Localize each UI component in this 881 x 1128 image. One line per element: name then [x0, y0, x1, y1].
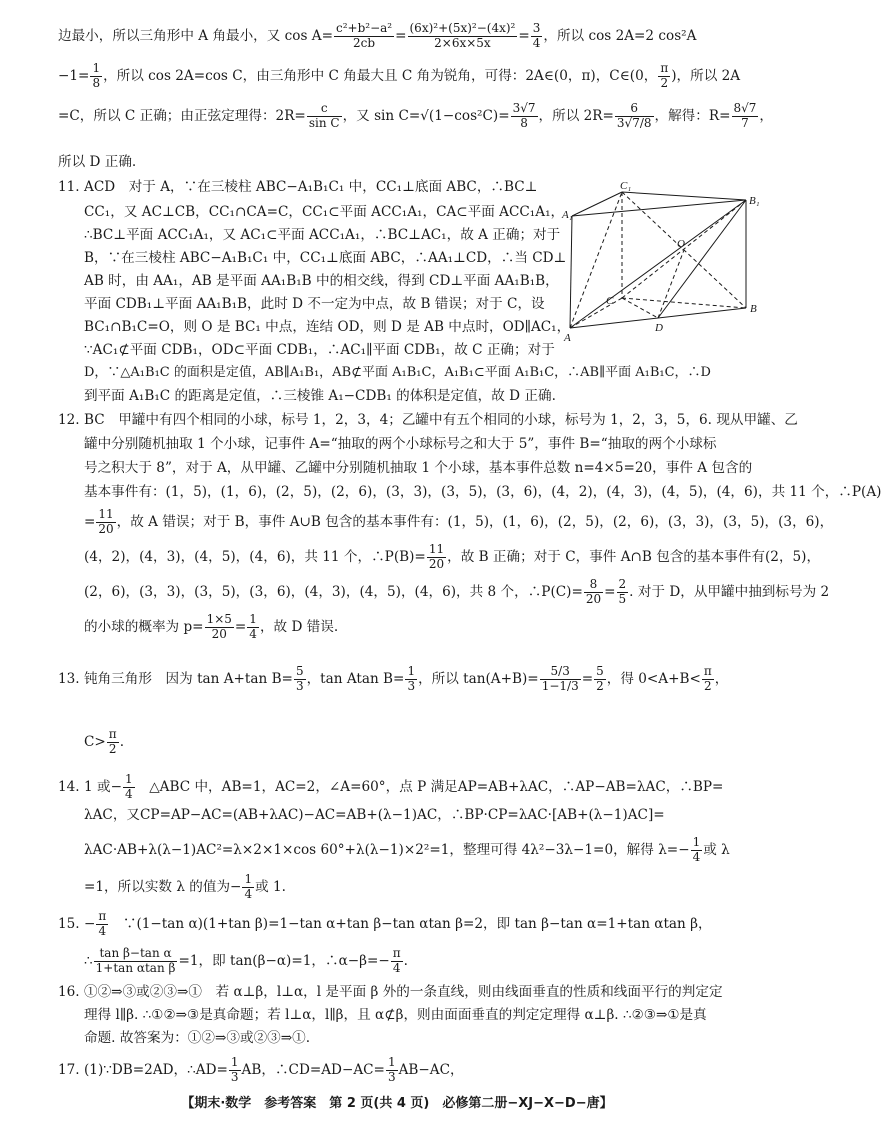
- q12-line-6: (4，2)，(4，3)，(4，5)，(4，6)，共 11 个，∴P(B)= $\frac{11}{20}$ ，故 B 正确；对于 C，事件 A∩B 包含的基本事件有(2，5)，: [84, 542, 821, 571]
- q14-line-1: 14. 1 或− $\frac{1}{4}$ △ABC 中，AB=1，AC=2，∠A=60°，点 P 满足AP=AB+λAC，∴AP−AB=λAC，∴BP=: [58, 772, 724, 801]
- q11-line-7: BC₁∩B₁C=O，则 O 是 BC₁ 中点，连结 OD，则 D 是 AB 中点时，OD∥AC₁，: [84, 319, 571, 335]
- q11-line-8: ∵AC₁⊄平面 CDB₁，OD⊂平面 CDB₁，∴AC₁∥平面 CDB₁，故 C 正确；对于: [84, 342, 555, 358]
- fraction: $\frac{6}{3√7/8}$: [616, 101, 652, 130]
- q16-line-2: 理得 l∥β. ∴①②⇒③是真命题；若 l⊥α，l∥β，且 α⊄β，则由面面垂直的判定定理得 α⊥β. ∴②③⇒①是真: [84, 1007, 707, 1023]
- q12-line-4: 基本事件有：(1，5)，(1，6)，(2，5)，(2，6)，(3，3)，(3，5)，(3，6)，(4，2)，(4，3)，(4，5)，(4，6)，共 11 个，∴P(A): [84, 484, 881, 500]
- line-1: 边最小，所以三角形中 A 角最小，又 cos A= $\frac{\text{c²+b²−a²}}{2cb}$ = $\frac{\text{(6x)²+(5x)²−(4x)²}}{2\times 6x\times 5x}$ = $\frac{3}{4}$ ，所以 cos 2A=2 cos²A: [58, 21, 697, 50]
- label-a1: A₁: [562, 209, 573, 221]
- fraction: $\frac{1}{4}$: [692, 835, 701, 864]
- line-3: =C，所以 C 正确；由正弦定理得：2R= $\frac{c}{\text{sin C}}$ ，又 sin C=√(1−cos²C)= $\frac{3√7}{8}$ ，所以 2R= $\frac{6}{3√7/8}$ ，解得：R= $\frac{8√7}{7}$ ，: [58, 101, 774, 130]
- q11-line-6: 平面 CDB₁⊥平面 AA₁B₁B，此时 D 不一定为中点，故 B 错误；对于 C，设: [84, 296, 545, 312]
- q11-line-2: CC₁，又 AC⊥CB，CC₁∩CA=C，CC₁⊂平面 ACC₁A₁，CA⊂平面 ACC₁A₁，: [84, 204, 565, 220]
- q11-line-10: 到平面 A₁B₁C 的距离是定值，∴三棱锥 A₁−CDB₁ 的体积是定值，故 D 正确.: [84, 388, 556, 404]
- q16-line-3: 命题. 故答案为：①②⇒③或②③⇒①.: [84, 1030, 311, 1046]
- q15-line-1: 15. − $\frac{\pi}{4}$ ∵(1−tan α)(1+tan β)=1−tan α+tan β−tan αtan β=2，即 tan β−tan α=1+tan αtan β，: [58, 909, 712, 938]
- fraction: $\frac{\pi}{4}$: [98, 909, 107, 938]
- fraction: $\frac{1}{3}$: [230, 1055, 239, 1084]
- q12-line-5: = $\frac{11}{20}$ ，故 A 错误；对于 B，事件 A∪B 包含的基本事件有：(1，5)，(1，6)，(2，5)，(2，6)，(3，3)，(3，5)，(3，6)，: [84, 507, 834, 536]
- edge-a1b1: [572, 200, 746, 216]
- prism-figure: [562, 178, 764, 346]
- label-b: B: [750, 303, 757, 315]
- label-a: A: [564, 332, 571, 344]
- fraction: $\frac{1}{8}$: [92, 61, 101, 90]
- edge-aa1: [570, 216, 572, 328]
- edge-do: [658, 250, 684, 318]
- q11-line-1: 11. ACD 对于 A，∵在三棱柱 ABC−A₁B₁C₁ 中，CC₁⊥底面 ABC，∴BC⊥: [58, 179, 538, 195]
- fraction: $\frac{1}{3}$: [407, 664, 416, 693]
- q14-line-2: λAC，又CP=AP−AC=(AB+λAC)−AC=AB+(λ−1)AC，∴BP·CP=λAC·[AB+(λ−1)AC]=: [84, 807, 665, 823]
- fraction: $\frac{1\times 5}{20}$: [206, 612, 232, 641]
- fraction: $\frac{\text{tan β−tan α}}{\text{1+tan αtan β}}$: [95, 946, 176, 975]
- q11-line-4: B，∵在三棱柱 ABC−A₁B₁C₁ 中，CC₁⊥底面 ABC，∴AA₁⊥CD，∴当 CD⊥: [84, 250, 567, 266]
- fraction: $\frac{5/3}{1-1/3}$: [541, 664, 579, 693]
- fraction: $\frac{3}{4}$: [532, 21, 541, 50]
- fraction: $\frac{\pi}{4}$: [392, 946, 401, 975]
- q12-line-3: 号之积大于 8”，对于 A，从甲罐、乙罐中分别随机抽取 1 个小球，基本事件总数 n=4×5=20，事件 A 包含的: [84, 460, 753, 476]
- q12-line-2: 罐中分别随机抽取 1 个小球，记事件 A=“抽取的两个小球标号之和大于 5”，事件 B=“抽取的两个小球标: [84, 436, 717, 452]
- q14-line-3: λAC·AB+λ(λ−1)AC²=λ×2×1×cos 60°+λ(λ−1)×2²=1，整理可得 4λ²−3λ−1=0，解得 λ=− $\frac{1}{4}$ 或 λ: [84, 835, 730, 864]
- q13-line-2: C> $\frac{\pi}{2}$ .: [84, 727, 125, 756]
- edge-cb: [622, 298, 746, 308]
- fraction: $\frac{c}{\text{sin C}}$: [308, 101, 340, 130]
- label-c: C: [606, 295, 614, 307]
- label-o: O: [677, 238, 685, 250]
- fraction: $\frac{1}{3}$: [387, 1055, 396, 1084]
- fraction: $\frac{\text{(6x)²+(5x)²−(4x)²}}{2\times 6x\times 5x}$: [409, 21, 516, 50]
- q11-line-3: ∴BC⊥平面 ACC₁A₁，又 AC₁⊂平面 ACC₁A₁，∴BC⊥AC₁，故 A 正确；对于: [84, 227, 561, 243]
- q13-line-1: 13. 钝角三角形 因为 tan A+tan B= $\frac{5}{3}$ ，tan Atan B= $\frac{1}{3}$ ，所以 tan(A+B)= $\frac{5/3}{1-1/3}$ = $\frac{5}{2}$ ，得 0<A+B< $\frac{\pi}{2}$ ，: [58, 664, 729, 693]
- page-footer: 【期末·数学 参考答案 第 2 页(共 4 页) 必修第二册−XJ−X−D−唐】: [181, 1096, 613, 1111]
- fraction: $\frac{3√7}{8}$: [512, 101, 536, 130]
- fraction: $\frac{1}{4}$: [244, 872, 253, 901]
- edge-ac: [570, 298, 622, 328]
- q17-line-1: 17. (1)∵DB=2AD，∴AD= $\frac{1}{3}$ AB，∴CD=AD−AC= $\frac{1}{3}$ AB−AC，: [58, 1055, 464, 1084]
- fraction: $\frac{2}{5}$: [618, 577, 627, 606]
- fraction: $\frac{8}{20}$: [585, 577, 602, 606]
- q12-line-1: 12. BC 甲罐中有四个相同的小球，标号 1，2，3，4；乙罐中有五个相同的小球，标号为 1，2，3，5，6. 现从甲罐、乙: [58, 412, 798, 428]
- edge-c1b1: [622, 192, 746, 200]
- edge-cd: [622, 298, 658, 318]
- q12-line-7: (2，6)，(3，3)，(3，5)，(3，6)，(4，3)，(4，5)，(4，6)，共 8 个，∴P(C)= $\frac{8}{20}$ = $\frac{2}{5}$ . 对于 D，从甲罐中抽到标号为 2: [84, 577, 830, 606]
- line-4: 所以 D 正确.: [58, 154, 137, 170]
- fraction: $\frac{5}{3}$: [295, 664, 304, 693]
- edge-db1: [658, 200, 746, 318]
- fraction: $\frac{1}{4}$: [249, 612, 257, 641]
- edge-ab1: [570, 200, 746, 328]
- label-b1: B₁: [749, 195, 760, 207]
- line-2: −1= $\frac{1}{8}$ ，所以 cos 2A=cos C，由三角形中 C 角最大且 C 角为锐角，可得：2A∈(0，π)，C∈(0， $\frac{\pi}{2}$ )，所以 2A: [58, 61, 741, 90]
- fraction: $\frac{11}{20}$: [428, 542, 445, 571]
- fraction: $\frac{5}{2}$: [596, 664, 604, 693]
- q15-line-2: ∴ $\frac{\text{tan β−tan α}}{\text{1+tan αtan β}}$ =1，即 tan(β−α)=1，∴α−β=− $\frac{\pi}{4}$ .: [84, 946, 408, 975]
- q11-line-9: D，∵△A₁B₁C 的面积是定值，AB∥A₁B₁，AB⊄平面 A₁B₁C，A₁B₁⊂平面 A₁B₁C，∴AB∥平面 A₁B₁C，∴D: [84, 365, 711, 380]
- q16-line-1: 16. ①②⇒③或②③⇒① 若 α⊥β，l⊥α，l 是平面 β 外的一条直线，则由线面垂直的性质和线面平行的判定定: [58, 984, 723, 1000]
- label-c1: C₁: [620, 180, 632, 192]
- q12-line-8: 的小球的概率为 p= $\frac{1\times 5}{20}$ = $\frac{1}{4}$ ，故 D 错误.: [84, 612, 339, 641]
- fraction: $\frac{\pi}{2}$: [703, 664, 712, 693]
- label-d: D: [655, 322, 663, 334]
- fraction: $\frac{1}{4}$: [124, 772, 133, 801]
- fraction: $\frac{11}{20}$: [98, 507, 114, 536]
- fraction: $\frac{\text{c²+b²−a²}}{2cb}$: [336, 21, 393, 50]
- q14-line-4: =1，所以实数 λ 的值为− $\frac{1}{4}$ 或 1.: [84, 872, 286, 901]
- q11-line-5: AB 时，由 AA₁，AB 是平面 AA₁B₁B 中的相交线，得到 CD⊥平面 AA₁B₁B，: [84, 273, 559, 289]
- fraction: $\frac{\pi}{2}$: [660, 61, 669, 90]
- fraction: $\frac{\pi}{2}$: [108, 727, 117, 756]
- fraction: $\frac{8√7}{7}$: [733, 101, 757, 130]
